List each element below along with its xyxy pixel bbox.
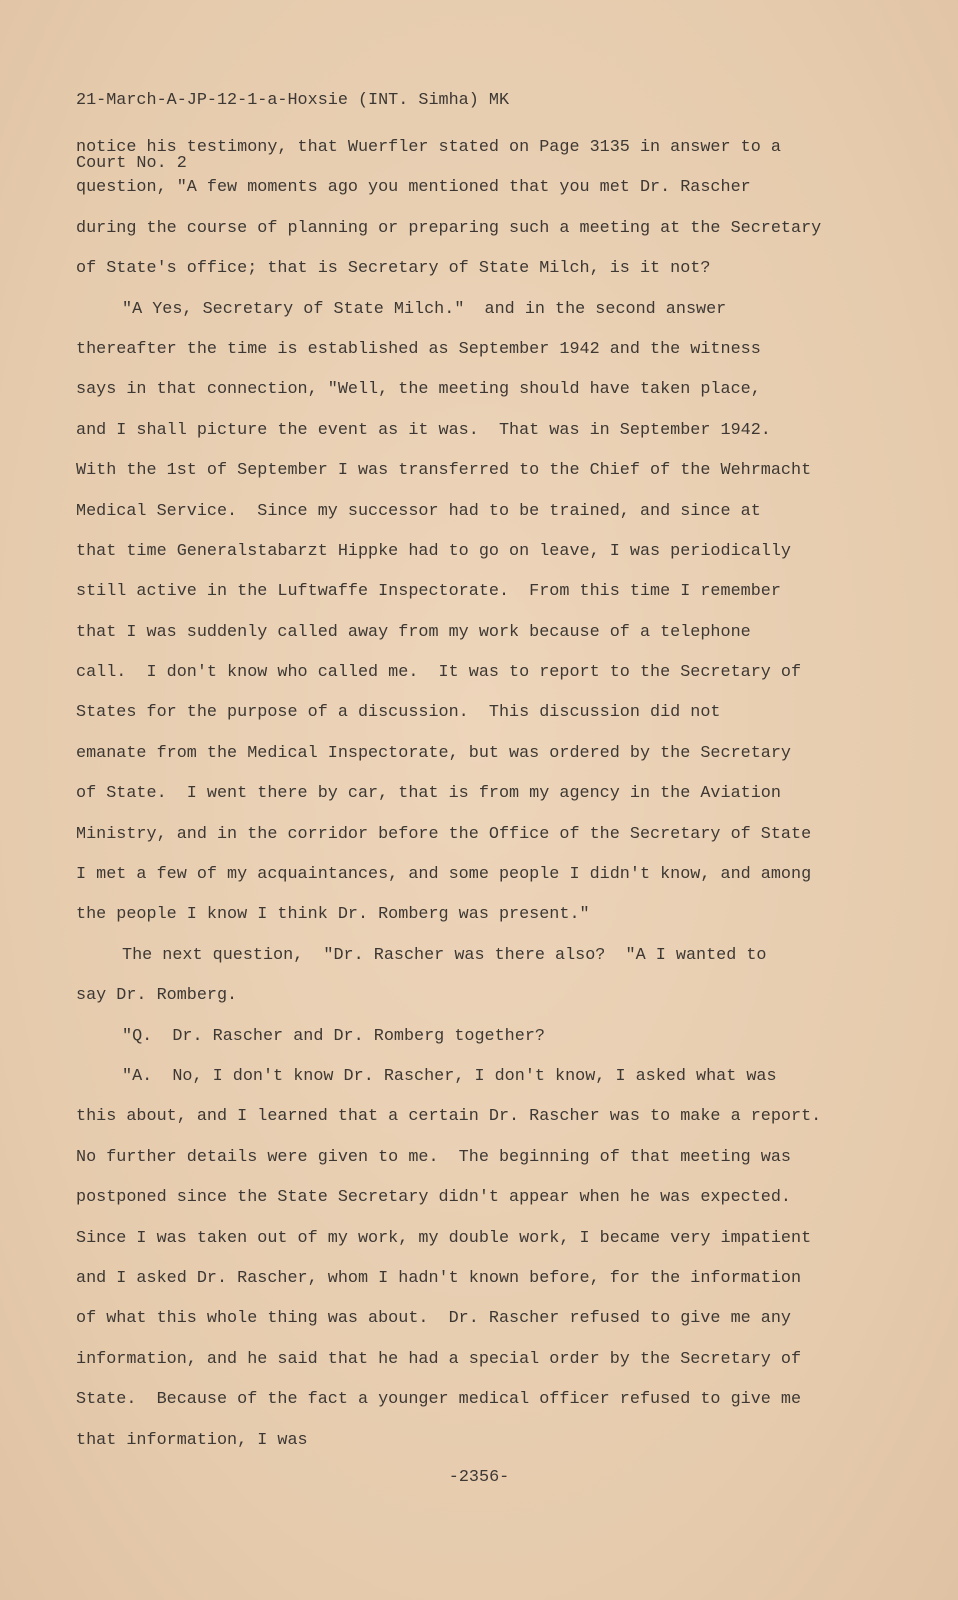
text-line: postponed since the State Secretary didn't appear when he was expected. bbox=[76, 1188, 791, 1208]
text-line: State. Because of the fact a younger medical officer refused to give me bbox=[76, 1390, 802, 1410]
text-line: that I was suddenly called away from my work because of a telephone bbox=[76, 622, 751, 642]
header-reference: 21-March-A-JP-12-1-a-Hoxsie (INT. Simha) MK bbox=[76, 91, 510, 110]
text-line: says in that connection, "Well, the meeting should have taken place, bbox=[76, 380, 761, 400]
text-line: I met a few of my acquaintances, and some people I didn't know, and among bbox=[76, 865, 812, 885]
text-line: No further details were given to me. The beginning of that meeting was bbox=[76, 1147, 791, 1167]
text-line: that time Generalstabarzt Hippke had to go on leave, I was periodically bbox=[76, 541, 791, 561]
text-line: notice his testimony, that Wuerfler stated on Page 3135 in answer to a bbox=[76, 138, 781, 157]
text-line: States for the purpose of a discussion. This discussion did not bbox=[76, 703, 721, 723]
text-line: the people I know I think Dr. Romberg was present." bbox=[76, 905, 590, 925]
text-line: The next question, "Dr. Rascher was there also? "A I wanted to bbox=[122, 945, 767, 965]
text-line: With the 1st of September I was transferred to the Chief of the Wehrmacht bbox=[76, 461, 812, 481]
text-line: thereafter the time is established as September 1942 and the witness bbox=[76, 339, 761, 359]
text-line: "A. No, I don't know Dr. Rascher, I don't know, I asked what was bbox=[122, 1066, 777, 1086]
text-line: question, "A few moments ago you mentioned that you met Dr. Rascher bbox=[76, 178, 751, 198]
document-body bbox=[76, 128, 821, 1461]
text-line: of what this whole thing was about. Dr. Rascher refused to give me any bbox=[76, 1309, 791, 1329]
text-line: emanate from the Medical Inspectorate, but was ordered by the Secretary bbox=[76, 743, 791, 763]
text-line: "A Yes, Secretary of State Milch." and in the second answer bbox=[122, 299, 727, 319]
text-line: Since I was taken out of my work, my double work, I became very impatient bbox=[76, 1228, 812, 1248]
text-line: still active in the Luftwaffe Inspectorate. From this time I remember bbox=[76, 582, 781, 602]
text-line: of State's office; that is Secretary of State Milch, is it not? bbox=[76, 259, 711, 279]
text-line: call. I don't know who called me. It was to report to the Secretary of bbox=[76, 663, 802, 683]
text-line: Ministry, and in the corridor before the Office of the Secretary of State bbox=[76, 824, 812, 844]
text-line: during the course of planning or preparing such a meeting at the Secretary bbox=[76, 218, 822, 238]
text-line: this about, and I learned that a certain Dr. Rascher was to make a report. bbox=[76, 1107, 822, 1127]
header-court: Court No. 2 bbox=[76, 154, 187, 173]
text-line: information, and he said that he had a special order by the Secretary of bbox=[76, 1349, 802, 1369]
page-number: -2356- bbox=[448, 1468, 510, 1487]
text-line: and I asked Dr. Rascher, whom I hadn't known before, for the information bbox=[76, 1268, 802, 1288]
text-line: say Dr. Romberg. bbox=[76, 986, 238, 1006]
text-line: Medical Service. Since my successor had to be trained, and since at bbox=[76, 501, 761, 521]
text-line: "Q. Dr. Rascher and Dr. Romberg together? bbox=[122, 1026, 545, 1046]
text-line: and I shall picture the event as it was. That was in September 1942. bbox=[76, 420, 771, 440]
text-line: that information, I was bbox=[76, 1430, 308, 1450]
text-line: of State. I went there by car, that is from my agency in the Aviation bbox=[76, 784, 781, 804]
